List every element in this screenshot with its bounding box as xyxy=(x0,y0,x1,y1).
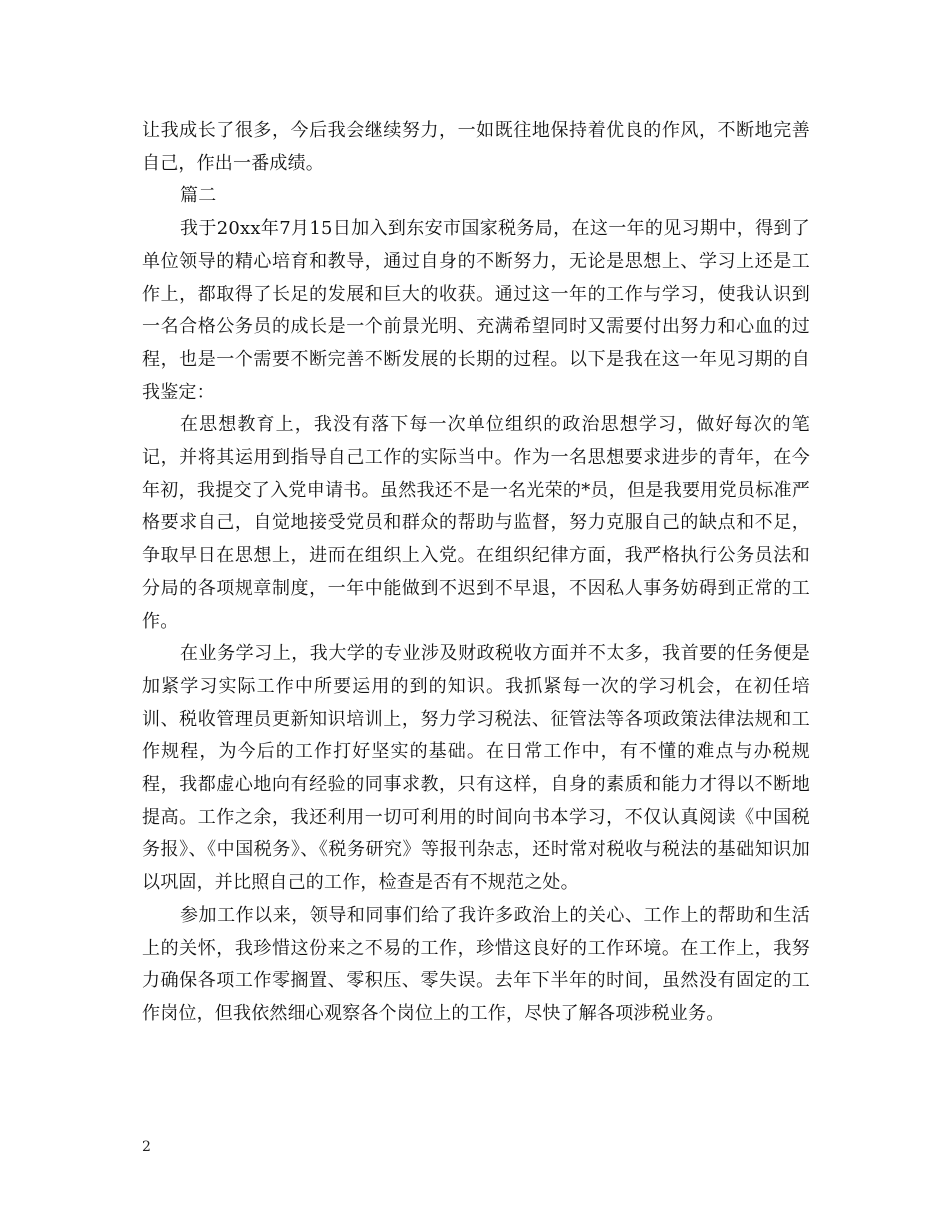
section-heading: 篇二 xyxy=(180,185,217,207)
paragraph-intro: 我于20xx年7月15日加入到东安市国家税务局，在这一年的见习期中，得到了单位领导的精心培育和教导，通过自身的不断努力，无论是思想上、学习上还是工作上，都取得了长足的发展和巨大的收获。通过这一年的工作与学习，使我认识到一名合格公务员的成长是一个前景光明、充满希望同时又需要付出努力和心血的过程，也是一个需要不断完善不断发展的长期的过程。以下是我在这一年见习期的自我鉴定： xyxy=(142,218,810,403)
paragraph-continuation: 让我成长了很多，今后我会继续努力，一如既往地保持着优良的作风，不断地完善自己，作出一番成绩。 xyxy=(142,120,810,174)
page-number: 2 xyxy=(142,1139,151,1155)
paragraph-study: 在业务学习上，我大学的专业涉及财政税收方面并不太多，我首要的任务便是加紧学习实际工作中所要运用的到的知识。我抓紧每一次的学习机会，在初任培训、税收管理员更新知识培训上，努力学习税法、征管法等各项政策法律法规和工作规程，为今后的工作打好坚实的基础。在日常工作中，有不懂的难点与办税规程，我都虚心地向有经验的同事求教，只有这样，自身的素质和能力才得以不断地提高。工作之余，我还利用一切可利用的时间向书本学习，不仅认真阅读《中国税务报》、《中国税务》、《税务研究》等报刊杂志，还时常对税收与税法的基础知识加以巩固，并比照自己的工作，检查是否有不规范之处。 xyxy=(142,643,810,894)
paragraph-ideology: 在思想教育上，我没有落下每一次单位组织的政治思想学习，做好每次的笔记，并将其运用到指导自己工作的实际当中。作为一名思想要求进步的青年，在今年初，我提交了入党申请书。虽然我还不是一名光荣的*员，但是我要用党员标准严格要求自己，自觉地接受党员和群众的帮助与监督，努力克服自己的缺点和不足，争取早日在思想上，进而在组织上入党。在组织纪律方面，我严格执行公务员法和分局的各项规章制度，一年中能做到不迟到不早退，不因私人事务妨碍到正常的工作。 xyxy=(142,414,810,632)
document-body xyxy=(142,115,810,1031)
paragraph-work: 参加工作以来，领导和同事们给了我许多政治上的关心、工作上的帮助和生活上的关怀，我珍惜这份来之不易的工作，珍惜这良好的工作环境。在工作上，我努力确保各项工作零搁置、零积压、零失误。去年下半年的时间，虽然没有固定的工作岗位，但我依然细心观察各个岗位上的工作，尽快了解各项涉税业务。 xyxy=(142,904,810,1024)
